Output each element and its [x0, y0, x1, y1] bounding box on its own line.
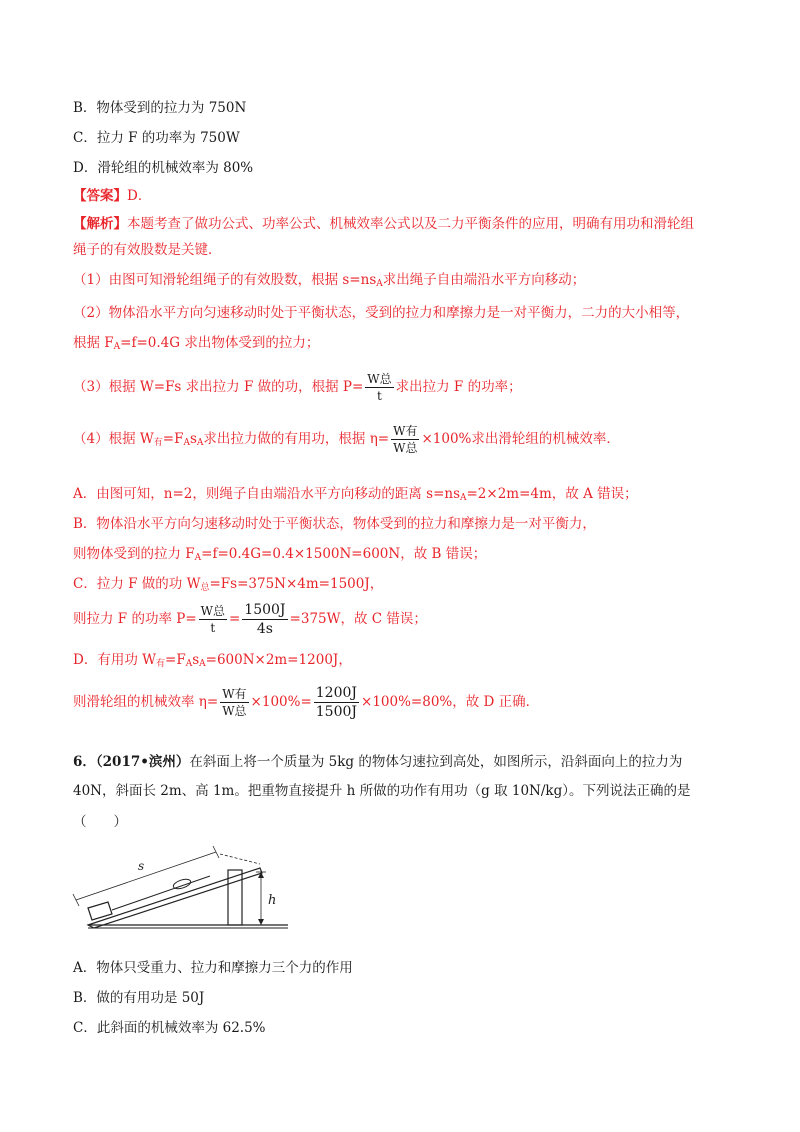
q6-number: 6． [73, 754, 96, 770]
step4-sub2: A [183, 438, 190, 448]
height-label-h: h [268, 893, 277, 908]
sol-b2-end: =f=0.4G=0.4×1500N=600N，故 B 错误； [201, 546, 487, 562]
sol-d2-mid: ×100%= [250, 694, 312, 710]
analysis-intro-line1 [73, 214, 694, 234]
sol-a-pre: A．由图可知，n=2，则绳子自由端沿水平方向移动的距离 s=ns [73, 486, 460, 502]
sol-c1-pre: C．拉力 F 做的功 W [73, 576, 201, 592]
step3-pre: （3）根据 W=Fs 求出拉力 F 做的功，根据 P= [73, 379, 364, 395]
answer-line [73, 186, 151, 206]
analysis-intro2: 绳子的有效股数是关键． [73, 242, 222, 258]
solution-d1 [73, 650, 352, 674]
sol-c2-den1: t [210, 621, 216, 635]
sol-a-end: =2×2m=4m，故 A 错误； [466, 486, 638, 502]
sol-c1-end: =Fs=375N×4m=1500J， [209, 576, 384, 592]
sol-d1-sub3: A [199, 659, 206, 669]
step4-num: W有 [393, 424, 418, 438]
step3-fraction [365, 371, 393, 404]
q6-line1 [73, 752, 682, 772]
step3-end: 求出拉力 F 的功率； [395, 379, 522, 395]
step4-pre: （4）根据 W [73, 431, 154, 447]
sol-d2-den1: W总 [222, 704, 247, 718]
step4-den: W总 [393, 441, 418, 455]
step4-fraction [391, 423, 419, 456]
analysis-step2a: （2）物体沿水平方向匀速移动时处于平衡状态，受到的拉力和摩擦力是一对平衡力，二力的大小相等， [73, 305, 690, 321]
length-label-s: s [138, 859, 145, 873]
incline-figure [70, 840, 290, 935]
sol-c2-num1: W总 [200, 604, 225, 618]
analysis-step2b [73, 333, 319, 357]
step4-mid3: 求出拉力做的有用功，根据 η= [203, 431, 390, 447]
q6-option-a: A．物体只受重力、拉力和摩擦力三个力的作用 [73, 960, 353, 976]
analysis-step3 [73, 370, 522, 404]
sol-d2-end: ×100%=80%，故 D 正确． [361, 694, 540, 710]
sol-c2-pre: 则拉力 F 的功率 P= [73, 611, 197, 627]
solution-b2 [73, 544, 486, 568]
step4-mid2: s [189, 431, 197, 447]
option-c-prev: C．拉力 F 的功率为 750W [73, 130, 240, 146]
step1-end: 求出绳子自由端沿水平方向移动； [382, 272, 586, 288]
step1-text: （1）由图可知滑轮组绳子的有效股数，根据 s=ns [73, 272, 377, 288]
q6-blank: （ ） [73, 814, 127, 830]
option-d-prev: D．滑轮组的机械效率为 80% [73, 160, 254, 176]
sol-d2-fraction2 [314, 684, 359, 721]
analysis-step4 [73, 420, 620, 462]
analysis-tag: 【解析】 [73, 216, 127, 232]
sol-b2-sub: A [194, 553, 202, 563]
sol-d1-sub: 有 [156, 659, 166, 669]
step2b-end: =f=0.4G 求出物体受到的拉力； [120, 335, 320, 351]
step2b-pre: 根据 F [73, 335, 114, 351]
step3-num: W总 [367, 372, 392, 386]
q6-line2: 40N，斜面长 2m、高 1m。把重物直接提升 h 所做的功作有用功（g 取 10N/kg）。下列说法正确的是 [73, 783, 691, 799]
option-b-prev: B．物体受到的拉力为 750N [73, 100, 247, 116]
sol-d1-mid: s [192, 652, 200, 668]
step4-sub3: A [196, 438, 204, 448]
hand-icon [172, 877, 192, 890]
block [88, 902, 112, 920]
sol-d1-end: =F [165, 652, 186, 668]
sol-d1-sub2: A [185, 659, 193, 669]
sol-c1-sub: 总 [200, 583, 210, 593]
answer-value: D． [127, 188, 152, 204]
step3-den: t [377, 389, 382, 403]
solution-c2 [73, 600, 427, 638]
answer-tag: 【答案】 [73, 188, 127, 204]
sol-d2-fraction1 [220, 686, 248, 719]
step1-sub: A [376, 279, 383, 289]
solution-d2 [73, 682, 539, 722]
q6-option-b: B．做的有用功是 50J [73, 990, 205, 1006]
q6-text1: 在斜面上将一个质量为 5kg 的物体匀速拉到高处，如图所示，沿斜面向上的拉力为 [189, 754, 683, 770]
length-dimension-line [76, 852, 216, 900]
sol-c2-fraction2 [242, 601, 287, 638]
sol-d2-num1: W有 [222, 687, 247, 701]
sol-c2-fraction1 [199, 603, 227, 636]
step4-end: ×100%求出滑轮组的机械效率． [421, 431, 620, 447]
sol-b2-pre: 则物体受到的拉力 F [73, 546, 195, 562]
solution-b1: B．物体沿水平方向匀速移动时处于平衡状态，物体受到的拉力和摩擦力是一对平衡力， [73, 516, 596, 532]
sol-d1-tail: =600N×2m=1200J， [205, 652, 352, 668]
sol-d2-num2: 1200J [315, 685, 358, 701]
step2b-sub: A [113, 342, 121, 352]
incline-plank [88, 868, 262, 928]
rope-line [112, 876, 210, 910]
step4-sub1: 有 [153, 438, 163, 448]
sol-d2-pre: 则滑轮组的机械效率 η= [73, 694, 219, 710]
sol-c2-num2: 1500J [244, 602, 286, 618]
sol-c2-end: =375W，故 C 错误； [289, 611, 427, 627]
step4-mid: =F [162, 431, 184, 447]
analysis-intro1: 本题考查了做功公式、功率公式、机械效率公式以及二力平衡条件的应用，明确有用功和滑轮组 [127, 216, 694, 232]
solution-a [73, 484, 638, 508]
analysis-step1 [73, 270, 585, 294]
sol-a-sub: A [460, 493, 467, 503]
solution-c1 [73, 574, 383, 598]
sol-d2-den2: 1500J [315, 704, 358, 720]
q6-source: （2017•滨州） [95, 754, 190, 770]
sol-c2-eq: = [228, 611, 241, 627]
sol-c2-den2: 4s [256, 621, 273, 637]
sol-d1-pre: D．有用功 W [73, 652, 156, 668]
q6-option-c: C．此斜面的机械效率为 62.5% [73, 1020, 266, 1036]
